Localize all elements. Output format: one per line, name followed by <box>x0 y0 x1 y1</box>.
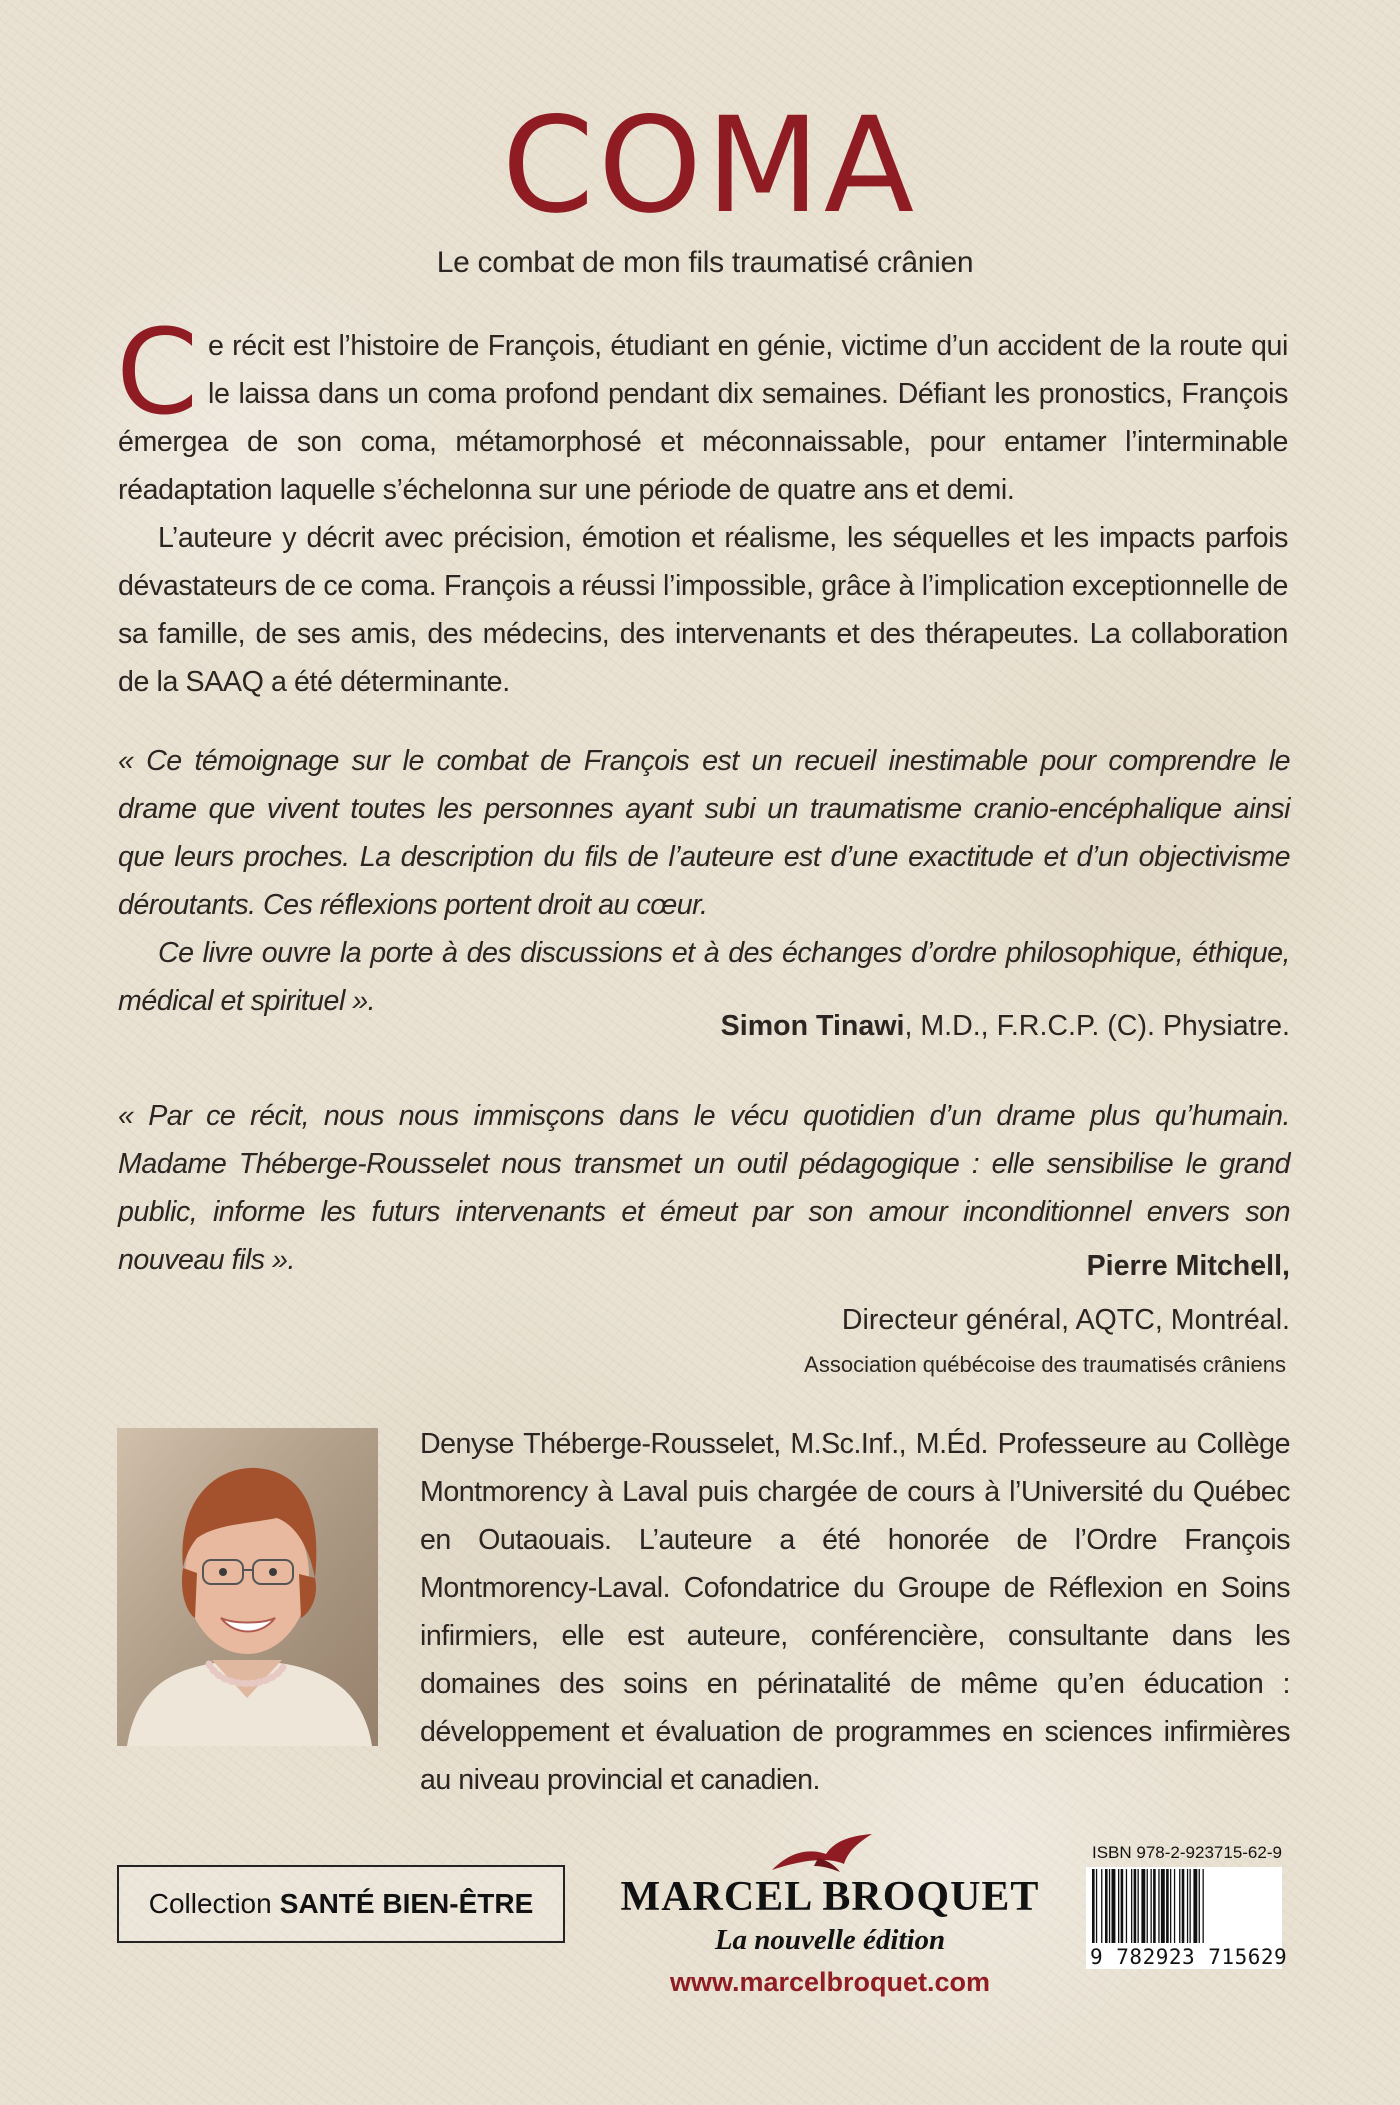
barcode-number: 9 782923 715629 <box>1086 1945 1282 1969</box>
barcode-bar <box>1179 1869 1180 1943</box>
collection-label <box>117 1865 565 1943</box>
barcode-bar <box>1101 1869 1102 1943</box>
barcode-bar <box>1174 1869 1175 1943</box>
drop-cap: C <box>116 303 198 441</box>
barcode-bar <box>1158 1869 1159 1943</box>
barcode-bar <box>1105 1869 1108 1943</box>
publisher-name: MARCEL BROQUET <box>620 1874 1040 1920</box>
testimonial-2-author <box>1087 1250 1290 1283</box>
barcode-bar <box>1134 1869 1137 1943</box>
intro-paragraph-1-text: e récit est l’histoire de François, étudiant en génie, victime d’un accident de la route qui le laissa dans un coma profond pendant dix semaines. Défiant les pronostics, François émergea de son coma, métamorphosé et méconnaissable, pour entamer l’interminable réadaptation laquelle s’échelonna sur une période de quatre ans et demi. <box>118 330 1288 506</box>
barcode-bar <box>1187 1869 1188 1943</box>
collection-prefix: Collection <box>148 1888 272 1919</box>
publisher-block <box>600 1830 1060 1998</box>
testimonial-1-paragraph-1: « Ce témoignage sur le combat de François est un recueil inestimable pour comprendre le drame que vivent toutes les personnes ayant subi un traumatisme cranio-encéphalique ainsi que leurs proches. La description du fils de l’auteure est d’une exactitude et d’un objectivisme déroutants. Ces réflexions portent droit au cœur. <box>118 745 1290 921</box>
barcode-bar <box>1109 1869 1110 1943</box>
publisher-tagline: La nouvelle édition <box>714 1924 946 1956</box>
collection-name: SANTÉ BIEN-ÊTRE <box>279 1888 534 1919</box>
barcode-bar <box>1199 1869 1200 1943</box>
book-subtitle: Le combat de mon fils traumatisé crânien <box>436 246 974 279</box>
author-portrait-illustration <box>117 1428 378 1746</box>
barcode-bar <box>1112 1869 1116 1943</box>
barcode-bar <box>1161 1869 1165 1943</box>
barcode-bars <box>1086 1867 1282 1945</box>
testimonial-2-organization: Association québécoise des traumatisés crâniens <box>804 1352 1286 1377</box>
intro-text <box>116 303 1288 706</box>
barcode-bar <box>1203 1869 1204 1943</box>
testimonial-2-author-name: Pierre Mitchell, <box>1086 1250 1290 1282</box>
intro-paragraph-2: L’auteure y décrit avec précision, émotion et réalisme, les séquelles et les impacts parfois dévastateurs de ce coma. François a réussi l’impossible, grâce à l’implication exceptionnelle de sa famille, de ses amis, des médecins, des intervenants et des thérapeutes. La collaboration de la SAAQ a été déterminante. <box>118 522 1288 698</box>
barcode-bar <box>1170 1869 1171 1943</box>
testimonial-2-text: « Par ce récit, nous nous immisçons dans le vécu quotidien d’un drame plus qu’humain. Madame Théberge-Rousselet nous transmet un outil pédagogique : elle sensibilise le grand public, informe les futurs intervenants et émeut par son amour inconditionnel envers son nouveau fils ». <box>118 1100 1290 1276</box>
barcode-bar <box>1096 1869 1097 1943</box>
intro-paragraph-1 <box>116 303 1288 514</box>
barcode-bar <box>1138 1869 1139 1943</box>
testimonial-1-author: Simon Tinawi <box>720 1010 905 1042</box>
book-title: COMA <box>501 89 919 243</box>
barcode-icon <box>1086 1867 1282 1945</box>
barcode-bar <box>1118 1869 1119 1943</box>
testimonial-1-credentials: , M.D., F.R.C.P. (C). Physiatre. <box>904 1010 1290 1042</box>
isbn-number: ISBN 978-2-923715-62-9 <box>1092 1843 1282 1862</box>
testimonial-1-paragraph-2: Ce livre ouvre la porte à des discussions et à des échanges d’ordre philosophique, éthique, médical et spirituel ». <box>118 937 1290 1017</box>
barcode-bar <box>1126 1869 1127 1943</box>
barcode-bar <box>1147 1869 1148 1943</box>
barcode-block <box>1086 1843 1288 1969</box>
barcode-bar <box>1121 1869 1124 1943</box>
barcode-bar <box>1131 1869 1132 1943</box>
author-photo <box>117 1428 378 1746</box>
barcode-bar <box>1193 1869 1197 1943</box>
barcode-bar <box>1153 1869 1156 1943</box>
publisher-logo-icon <box>768 1830 878 1876</box>
barcode-bar <box>1092 1869 1095 1943</box>
testimonial-1-attribution <box>721 1010 1290 1043</box>
barcode-bar <box>1190 1869 1191 1943</box>
barcode-bar <box>1182 1869 1185 1943</box>
testimonial-2-role: Directeur général, AQTC, Montréal. <box>841 1304 1290 1336</box>
testimonial-1 <box>118 737 1290 1025</box>
author-bio: Denyse Théberge-Rousselet, M.Sc.Inf., M.Éd. Professeure au Collège Montmorency à Laval puis chargée de cours à l’Université du Québec en Outaouais. L’auteure a été honorée de l’Ordre François Montmorency-Laval. Cofondatrice du Groupe de Réflexion en Soins infirmiers, elle est auteure, conférencière, consultante dans les domaines des soins en périnatalité de même qu’en éducation : développement et évaluation de programmes en sciences infirmières au niveau provincial et canadien. <box>420 1428 1290 1796</box>
barcode-bar <box>1141 1869 1145 1943</box>
publisher-url[interactable]: www.marcelbroquet.com <box>669 1967 991 1997</box>
barcode-bar <box>1151 1869 1152 1943</box>
barcode-bar <box>1166 1869 1169 1943</box>
